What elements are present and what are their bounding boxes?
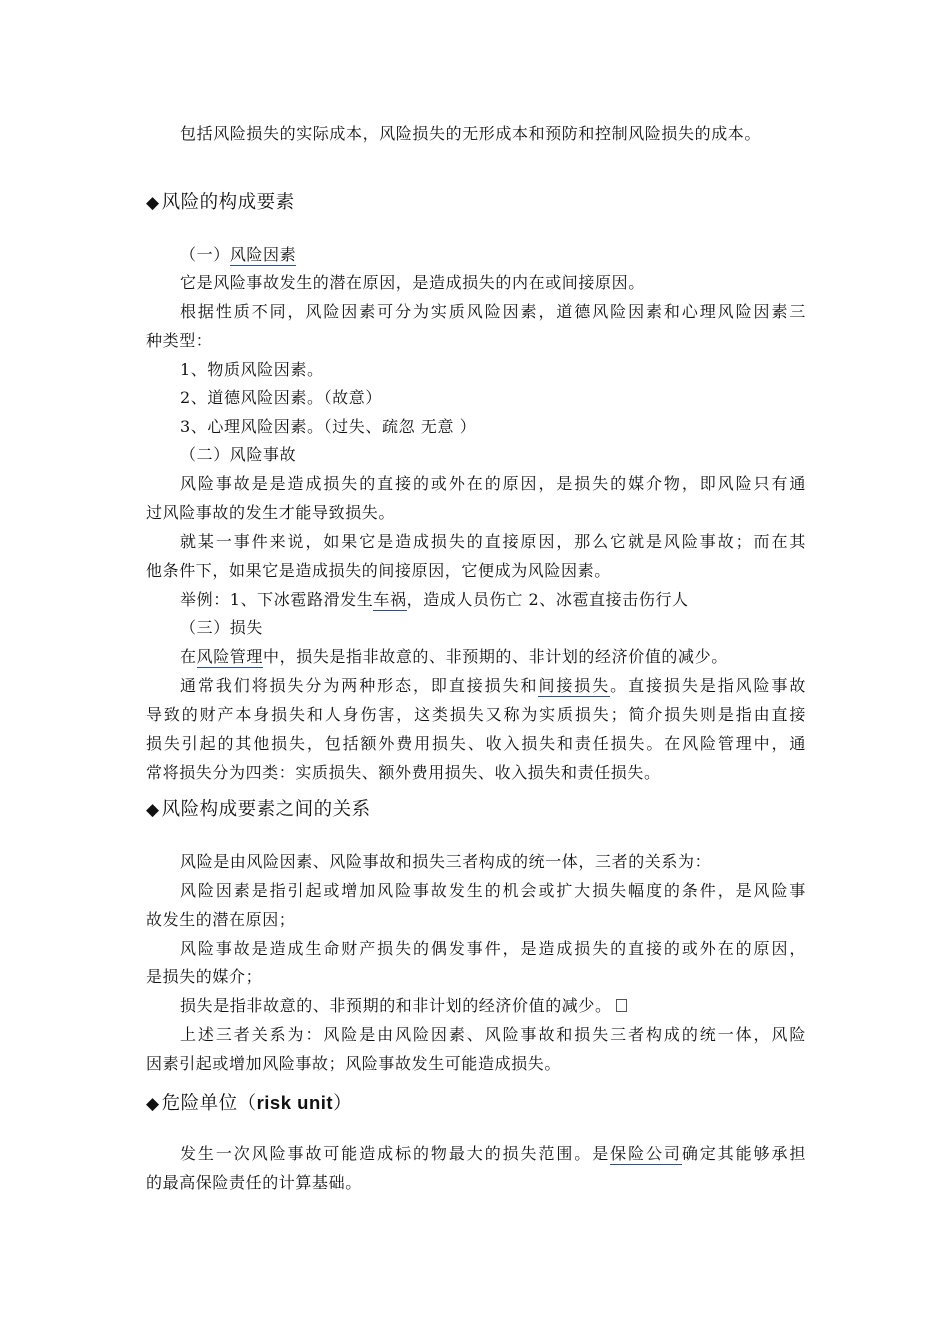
list-item: 3、心理风险因素。（过失、疏忽 无意 ） <box>180 417 477 436</box>
subheading-risk-factor: （一）风险因素 <box>180 245 297 264</box>
paragraph: 根据性质不同，风险因素可分为实质风险因素，道德风险因素和心理风险因素三 <box>180 302 806 321</box>
section-heading-risk-unit: ◆ 危险单位（risk unit） <box>146 1092 353 1114</box>
list-item: 2、道德风险因素。（故意） <box>180 388 382 407</box>
paragraph: 在风险管理中，损失是指非故意的、非预期的、非计划的经济价值的减少。 <box>180 647 728 666</box>
paragraph: 导致的财产本身损失和人身伤害，这类损失又称为实质损失；简介损失则是指由直接 <box>146 705 806 724</box>
diamond-bullet-icon: ◆ <box>146 800 160 820</box>
paragraph: 损失引起的其他损失，包括额外费用损失、收入损失和责任损失。在风险管理中，通 <box>146 734 806 753</box>
paragraph: 种类型： <box>146 331 213 350</box>
paragraph: 发生一次风险事故可能造成标的物最大的损失范围。是保险公司确定其能够承担 <box>180 1144 806 1163</box>
intro-paragraph: 包括风险损失的实际成本，风险损失的无形成本和预防和控制风险损失的成本。 <box>180 124 762 143</box>
link-risk-management[interactable]: 风险管理 <box>196 647 264 666</box>
paragraph: 风险是由风险因素、风险事故和损失三者构成的统一体，三者的关系为： <box>180 852 712 871</box>
paragraph: 是损失的媒介； <box>146 967 263 986</box>
diamond-bullet-icon: ◆ <box>146 193 160 213</box>
paragraph: 损失是指非故意的、非预期的和非计划的经济价值的减少。 <box>180 995 806 1017</box>
paragraph: 风险事故是造成生命财产损失的偶发事件，是造成损失的直接的或外在的原因， <box>180 939 806 958</box>
example-line: 举例：1、下冰雹路滑发生车祸，造成人员伤亡 2、冰雹直接击伤行人 <box>180 590 689 609</box>
placeholder-box-icon <box>616 999 627 1012</box>
subheading-risk-event: （二）风险事故 <box>180 445 297 464</box>
paragraph: 通常我们将损失分为两种形态，即直接损失和间接损失。直接损失是指风险事故 <box>180 676 806 695</box>
paragraph: 就某一事件来说，如果它是造成损失的直接原因，那么它就是风险事故；而在其 <box>180 532 806 551</box>
list-item: 1、物质风险因素。 <box>180 360 324 379</box>
paragraph: 因素引起或增加风险事故；风险事故发生可能造成损失。 <box>146 1054 562 1073</box>
paragraph: 风险事故是是造成损失的直接的或外在的原因，是损失的媒介物，即风险只有通 <box>180 474 806 493</box>
section-heading-relationship: ◆ 风险构成要素之间的关系 <box>146 799 371 820</box>
section-heading-components: ◆ 风险的构成要素 <box>146 192 295 213</box>
paragraph: 风险因素是指引起或增加风险事故发生的机会或扩大损失幅度的条件，是风险事 <box>180 881 806 900</box>
paragraph: 过风险事故的发生才能导致损失。 <box>146 503 396 522</box>
link-insurance-company[interactable]: 保险公司 <box>610 1144 682 1163</box>
paragraph: 他条件下，如果它是造成损失的间接原因，它便成为风险因素。 <box>146 561 611 580</box>
paragraph: 它是风险事故发生的潜在原因，是造成损失的内在或间接原因。 <box>180 273 645 292</box>
paragraph: 上述三者关系为：风险是由风险因素、风险事故和损失三者构成的统一体，风险 <box>180 1025 806 1044</box>
link-risk-factor[interactable]: 风险因素 <box>229 245 297 264</box>
link-indirect-loss[interactable]: 间接损失 <box>538 676 611 695</box>
link-car-accident[interactable]: 车祸 <box>373 590 407 609</box>
paragraph: 故发生的潜在原因； <box>146 910 296 929</box>
paragraph: 常将损失分为四类：实质损失、额外费用损失、收入损失和责任损失。 <box>146 763 661 782</box>
paragraph: 的最高保险责任的计算基础。 <box>146 1173 362 1192</box>
subheading-loss: （三）损失 <box>180 618 264 637</box>
diamond-bullet-icon: ◆ <box>146 1094 160 1114</box>
